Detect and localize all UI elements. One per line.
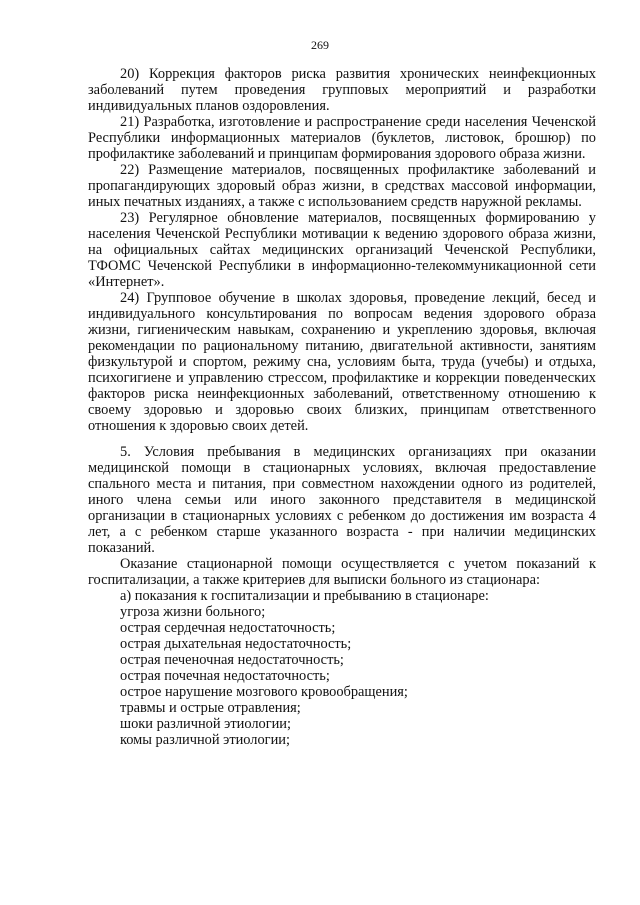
- list-item: острая сердечная недостаточность;: [120, 620, 336, 636]
- list-item: острое нарушение мозгового кровообращения;: [120, 684, 408, 700]
- list-item: острая дыхательная недостаточность;: [120, 636, 352, 652]
- list-item: острая печеночная недостаточность;: [120, 652, 344, 668]
- paragraph-item-20: 20) Коррекция факторов риска развития хронических неинфекционных заболеваний путем проведения групповых мероприятий и разработки индивидуальных планов оздоровления.: [88, 66, 596, 114]
- document-body: [88, 66, 596, 748]
- paragraph-item-24: 24) Групповое обучение в школах здоровья, проведение лекций, бесед и индивидуального консультирования по вопросам ведения здорового образа жизни, гигиеническим навыкам, сохранению и укреплению здоровья, включая рекомендации по рациональному питанию, двигательной активности, занятиям физкультурой и спортом, режиму сна, условиям быта, труда (учебы) и отдыха, психогигиене и управлению стрессом, профилактике и коррекции поведенческих факторов риска неинфекционных заболеваний, ответственному отношению к своему здоровью и здоровью своих близких, принципам ответственного отношения к здоровью своих детей.: [88, 290, 596, 434]
- list-item: шоки различной этиологии;: [120, 716, 292, 732]
- list-item: угроза жизни больного;: [120, 604, 266, 620]
- list-item: травмы и острые отравления;: [120, 700, 301, 716]
- list-heading: а) показания к госпитализации и пребыванию в стационаре:: [120, 588, 489, 604]
- list-item: комы различной этиологии;: [120, 732, 290, 748]
- page-number: 269: [311, 38, 329, 52]
- paragraph-item-23: 23) Регулярное обновление материалов, посвященных формированию у населения Чеченской Республики мотивации к ведению здорового образа жизни, на официальных сайтах медицинских организаций Чеченской Республики, ТФОМС Чеченской Республики в информационно-телекоммуникационной сети «Интернет».: [88, 210, 596, 290]
- section-5-paragraph: 5. Условия пребывания в медицинских организациях при оказании медицинской помощи в стационарных условиях, включая предоставление спального места и питания, при совместном нахождении одного из родителей, иного члена семьи или иного законного представителя в медицинской организации в стационарных условиях с ребенком до достижения им возраста 4 лет, а с ребенком старше указанного возраста - при наличии медицинских показаний.: [88, 444, 596, 556]
- paragraph-item-22: 22) Размещение материалов, посвященных профилактике заболеваний и пропагандирующих здоровый образ жизни, в средствах массовой информации, иных печатных изданиях, а также с использованием средств наружной рекламы.: [88, 162, 596, 210]
- paragraph-item-21: 21) Разработка, изготовление и распространение среди населения Чеченской Республики информационных материалов (буклетов, листовок, брошюр) по профилактике заболеваний и принципам формирования здорового образа жизни.: [88, 114, 596, 162]
- list-item: острая почечная недостаточность;: [120, 668, 330, 684]
- hospital-care-paragraph: Оказание стационарной помощи осуществляется с учетом показаний к госпитализации, а также критериев для выписки больного из стационара:: [88, 556, 596, 588]
